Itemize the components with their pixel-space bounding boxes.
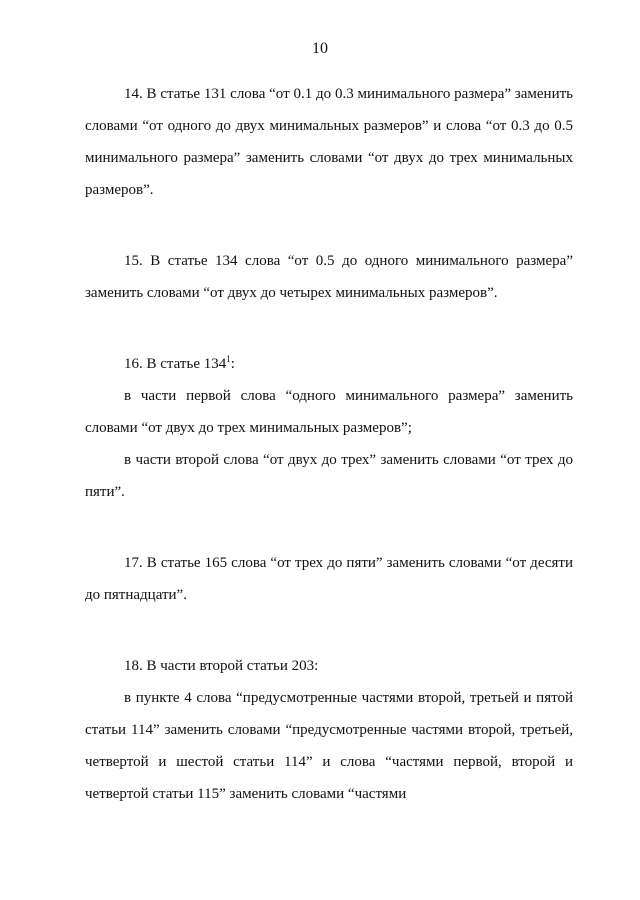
paragraph: 18. В части второй статьи 203: bbox=[124, 658, 319, 674]
paragraph: 17. В статье 165 слова “от трех до пяти” заменить словами “от десяти до пятнадцати”. bbox=[85, 555, 573, 603]
section-17 bbox=[85, 547, 573, 611]
paragraph: в пункте 4 слова “предусмотренные частями второй, третьей и пятой статьи 114” заменить словами “предусмотренные частями второй, третьей, четвертой и шестой статьи 114” и слова “частями первой, второй и четвертой статьи 115” заменить словами “частями bbox=[85, 690, 573, 802]
section-15 bbox=[85, 245, 573, 309]
superscript: 1 bbox=[226, 354, 231, 364]
section-14 bbox=[85, 78, 573, 206]
heading-suffix: : bbox=[230, 356, 235, 372]
paragraph-heading bbox=[85, 348, 573, 380]
paragraph: в части первой слова “одного минимального размера” заменить словами “от двух до трех минимальных размеров”; bbox=[85, 388, 573, 436]
paragraph: в части второй слова “от двух до трех” заменить словами “от трех до пяти”. bbox=[85, 452, 573, 500]
section-18 bbox=[85, 650, 573, 810]
page-number: 10 bbox=[312, 40, 328, 57]
paragraph: 14. В статье 131 слова “от 0.1 до 0.3 минимального размера” заменить словами “от одного до двух минимальных размеров” и слова “от 0.3 до 0.5 минимального размера” заменить словами “от двух до трех минимальных размеров”. bbox=[85, 86, 573, 198]
section-16 bbox=[85, 348, 573, 508]
heading-text: 16. В статье 134 bbox=[124, 356, 227, 372]
paragraph: 15. В статье 134 слова “от 0.5 до одного минимального размера” заменить словами “от двух до четырех минимальных размеров”. bbox=[85, 253, 573, 301]
document-body bbox=[85, 78, 573, 810]
